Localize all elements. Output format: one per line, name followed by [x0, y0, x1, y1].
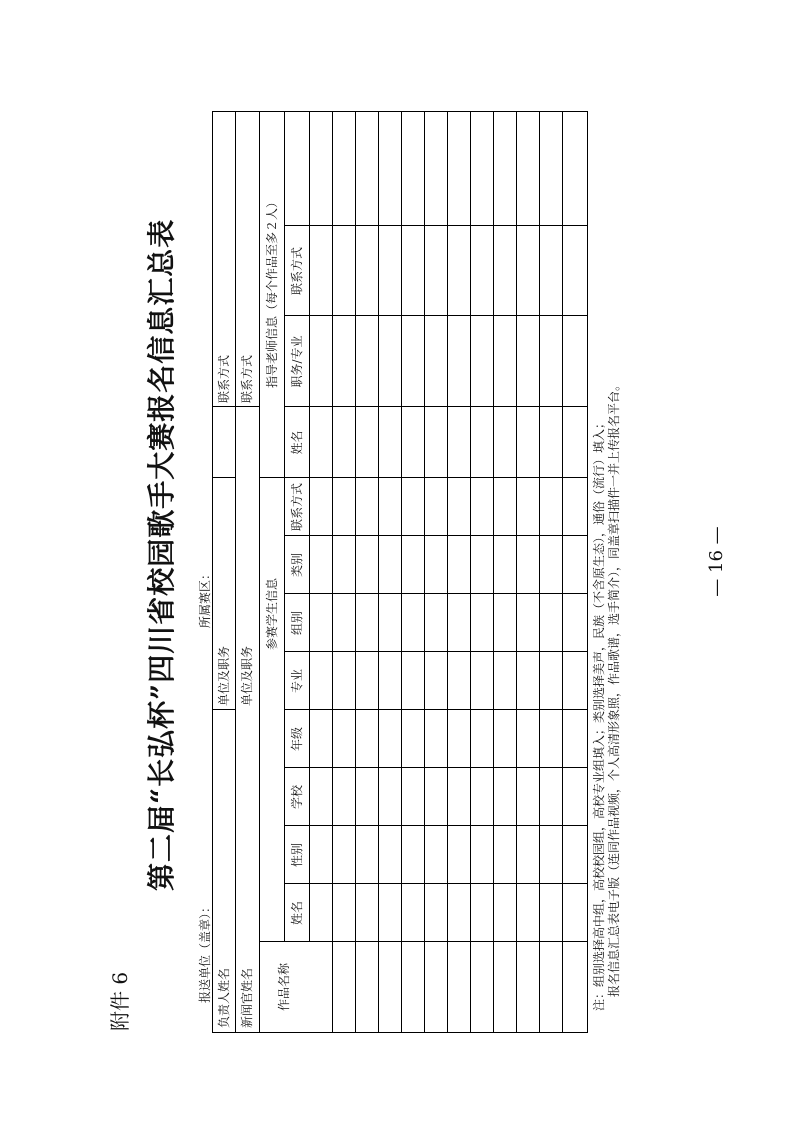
attachment-label: 附件 6	[108, 971, 132, 1031]
page-number: — 16 —	[706, 526, 727, 597]
student-group-header: 组别	[289, 611, 304, 636]
leader-contact-label: 联系方式	[217, 354, 231, 403]
note-line-2: 报名信息汇总表电子版（连同作品视频，个人高清形象照，作品歌谱，选手简介），同盖章扫描件一并上传报名平台。	[607, 378, 621, 997]
student-school-header: 学校	[289, 785, 304, 810]
work-name-header: 作品名称	[277, 963, 291, 1012]
notes	[592, 379, 622, 1011]
student-major-header: 专业	[289, 669, 304, 694]
student-info-header: 参赛学生信息	[264, 577, 279, 650]
press-name-label: 新闻官姓名	[240, 967, 254, 1028]
student-grade-header: 年级	[289, 727, 304, 752]
region-label: 所属赛区：	[198, 567, 212, 628]
press-position-label: 单位及职务	[240, 645, 254, 706]
teacher-contact-header: 联系方式	[289, 247, 304, 296]
leader-name-label: 负责人姓名	[217, 967, 231, 1028]
press-contact-label: 联系方式	[240, 354, 254, 403]
submit-unit-label: 报送单位（盖章）：	[198, 900, 212, 1003]
student-contact-header: 联系方式	[289, 483, 304, 532]
teacher-name-header: 姓名	[289, 430, 304, 455]
teacher-info-header: 指导老师信息（每个作品至多２人）	[264, 195, 279, 388]
student-name-header: 姓名	[289, 901, 304, 926]
student-gender-header: 性别	[289, 843, 304, 868]
teacher-position-header: 职务/专业	[289, 335, 304, 388]
registration-table	[212, 111, 588, 1033]
student-category-header: 类别	[289, 553, 304, 578]
note-line-1: 注：组别选择高中组，高校校园组，高校专业组填入；类别选择美声，民族（不含原生态），通俗（流行）填入；	[592, 416, 606, 1011]
leader-position-label: 单位及职务	[217, 645, 231, 706]
page-title: 第二届“长弘杯”四川省校园歌手大赛报名信息汇总表	[145, 218, 178, 891]
